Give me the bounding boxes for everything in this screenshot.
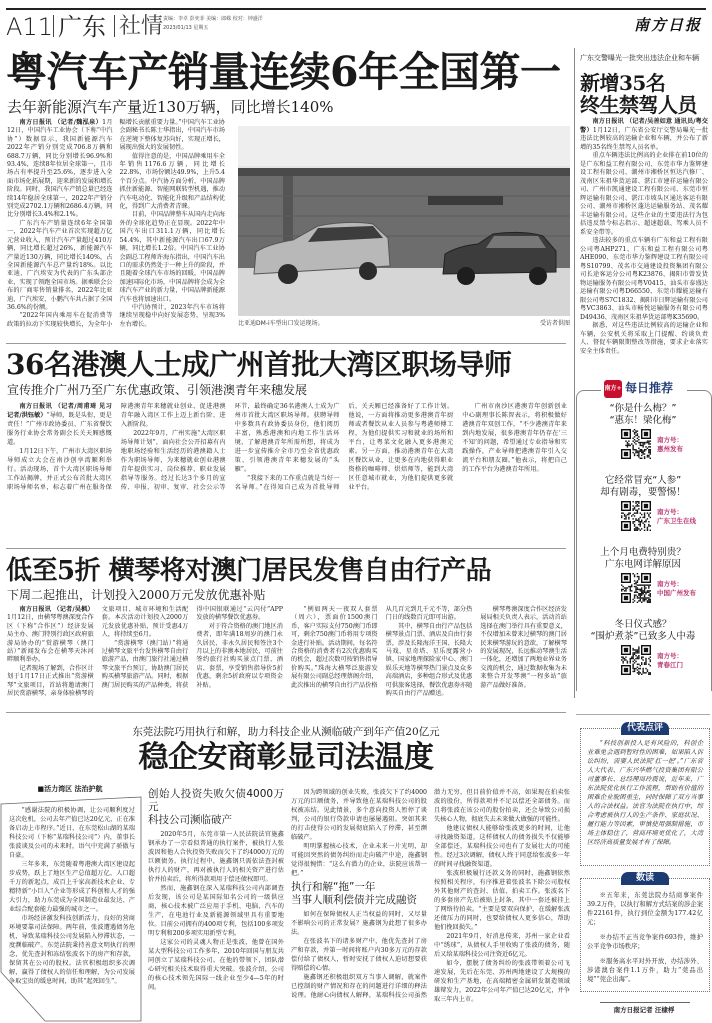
daily-pick-item[interactable]	[577, 619, 709, 681]
paragraph-text: 市场经济激发科技创新活力，良好的营商环境要靠司法保障。两年前，张波遭遇债务危机，导致某瑞科技公司发展陷入停滞状态，一度濒临破产。东莞法院秉持善意文明执行的理念，优先查封和冻结张波名下的房产和存款，保留其在公司的股权。法官积极组织多次调解，赢得了债权人的信任和理解，为公司发展争取宝贵的缓息时间，助其“起死回生”。	[9, 915, 135, 985]
section2-title: 执行和解“拖”一年 当事人顺利偿债并完成融资	[291, 881, 417, 906]
paragraph-text: 1月12日下午，广州市大湾区职场导师成立大会在南沙创享湾顺利举行。活动现场，首个大湾区职场导师工作站揭牌，并正式公布首批大湾区职场导师名单，标志着广州在服务保障港澳青年来穗就业创业、促进港澳青年融入湾区工作上迈上新台阶、进入新阶段。	[7, 403, 226, 491]
qr-code-icon[interactable]	[621, 429, 651, 459]
data-item: ※办结不正当竞争案件693件，维护公平竞争市场秩序；	[587, 934, 703, 950]
paragraph-text: 2021年9月，好消息传来，苏州一家企业看中“绣球”，从债权人手里收购了张波的债务，随后又给某瑞科技公司注资近6亿元。	[434, 933, 570, 958]
paragraph-text: 1月12日，中国汽车工业协会（下称“中汽协”）数据显示，我国新能源汽车2022年产销分别完成706.8万辆和688.7万辆，同比分别增长96.9%和93.4%，连续8年位居全球第一，且市场占有率提升至25.6%，逐步进入全面市场化拓展期，迎来新的发展和增长阶段。同时，我国汽车产销总量已经连续14年稳居全球第一，2022年产销分别完成2702.1万辆和2686.4万辆，同比分别增长3.4%和2.1%。	[7, 119, 113, 219]
paragraph-text: 重点车辆违法比例高的企业排在前10位的是广东和益工程有限公司、东莞市华力鉴辉建设工程有限公司、潮州市湘桥区恒达汽修厂、茂南区朱祖华货运部、湛江市建祥运输有限公司、广州市凯通建设工程有限公司、东莞市恒辉运输有限公司、湛江市坡头区通达客运有限公司、潮州市湘桥区蓬达运输服务站、茂名耀丰运输有限公司。这些企业的主要违法行为包括违反禁令标志指示、超速超载、驾乘人员不系安全带等。	[580, 152, 708, 236]
section-divider	[6, 343, 566, 344]
pick-source-label: 南方号：	[657, 580, 683, 588]
article2-subheadline: 宣传推介广州乃至广东优惠政策、引领港澳青年来穗发展	[7, 383, 308, 397]
article1-headline: 粤汽车产销量连续6年全国第一	[6, 48, 561, 96]
data-item: ※服务高水平对外开放，办结涉外、涉港澳台案件1.1万件，助力“莞品出境”“莞企出海”。	[587, 958, 703, 983]
dateline: 南方日报讯 （记者/吴善如意 通讯员/粤交警）	[580, 118, 708, 134]
nanfang-plus-logo: 南方+	[604, 380, 622, 398]
pick-title-line1: 冬日仪式感？	[614, 619, 672, 630]
pick-source	[657, 508, 696, 526]
paragraph	[291, 842, 427, 878]
byline-rule	[600, 1002, 690, 1003]
divider	[53, 15, 54, 37]
paragraph-text: 明明掌握核心技术，企业未来一片光明，却可能因突然的债务纠纷而走向破产中途，施鑫钢觉得很惋惜：“这么有潜力的企业，法院应该帮一把。”	[291, 843, 427, 877]
data-box	[580, 873, 710, 992]
paragraph-text: “赏游横琴（澳门站）”将通过横琴文旅平台发售横琴自由行旅游产品，由澳门旅行社通过横琴文旅平台预订，协助澳门居民购买横琴旅游产品。同时，根据澳门居民购买的产品种类，将获得中国银联通过“云闪付”APP发放的横琴餐饮优惠券。	[101, 606, 283, 689]
pick-source	[657, 652, 683, 670]
paragraph	[386, 623, 473, 699]
paragraph	[434, 932, 570, 959]
paragraph	[148, 938, 284, 992]
paragraph-text: 因为跨领域的创业失败，张波欠下了约4000万元的巨额债务，并导致他在某瑞科技公司的股权被冻结。见此情景，多个意向投资人暂停了谈判，公司的银行贷款申请也屡屡遇阻。突如其来的打击使得公司的发展彻底陷入了停滞，甚至濒临破产。	[291, 789, 427, 841]
issue-date: 2023/01/13 星期五	[163, 25, 209, 31]
paragraph	[580, 237, 708, 322]
paragraph	[434, 959, 570, 1004]
paragraph	[9, 860, 135, 914]
byline: 南方日报记者 汪棣桴	[613, 1006, 675, 1014]
article4-kicker: 东莞法院巧用执行和解，助力科技企业从濒临破产到年产值20亿元	[132, 726, 440, 738]
daily-pick-item[interactable]	[577, 475, 709, 537]
pick-source	[657, 580, 696, 598]
paragraph	[120, 211, 226, 303]
photo-credit: 受访者供图	[539, 320, 570, 327]
article4-headline: 稳企安商彰显司法温度	[138, 740, 434, 775]
paragraph-text: 如何在保障债权人正当权益的同时，又尽量不影响公司的正常发展？施鑫钢为此想了很多办法。	[291, 911, 427, 936]
sidebar-headline-line1: 新增35名	[580, 71, 666, 95]
paragraph	[291, 910, 427, 937]
daily-pick-item[interactable]	[577, 547, 709, 609]
qr-code-icon[interactable]	[621, 501, 651, 531]
paragraph-text: 张波积极履行还款义务的同时，施鑫钢依然按照相关程序，有序推进着张波名下除公司股权外其他财产的查封、估值、拍卖工作。张波名下的多套房产先后被贴上封条，其中一套还被挂上了网络待拍卖。“主要是要双向保护，在缓解张波还债压力的同时，也要给债权人更多信心，帮助他们挽回损失。”	[434, 870, 570, 931]
paragraph-text: 这家公司的灵魂人物正是张波，他曾在国外某大型科技公司工作多年，2010年回国与朋友共同创立了某瑞科技公司。在他的带领下，团队潜心研究相关技术取得重大突破。张波介绍，公司的核心技术领先国际一线企业至少4—5年的时间。	[148, 939, 284, 991]
paragraph-text: 中汽协预计，2023年汽车市场将继续呈现稳中向好发展态势，呈现3%左右增长。	[119, 303, 225, 328]
paragraph	[148, 884, 284, 938]
paragraph	[434, 869, 570, 932]
paragraph	[291, 788, 427, 842]
paragraph	[7, 606, 94, 665]
paragraph	[580, 322, 708, 356]
article1-body	[7, 119, 225, 329]
pick-title-line2: 广东电网详解原因	[604, 559, 681, 570]
section-divider	[6, 548, 566, 549]
pick-source-name: 惠州发布	[657, 445, 683, 453]
paragraph-text: 记者现场了解到，合作区计划于1月17日正式推出“赏游横琴”文旅项目，首站将邀请澳门居民赏游横琴，亲身体验横琴的文旅项目、城市环境和生活配套。本次活动计划投入2000万元发放优惠补贴，预计受惠4万人，将持续至6月。	[7, 606, 189, 698]
dateline: 南方日报讯 （记者/吴枫）	[19, 606, 94, 613]
paragraph	[120, 304, 226, 329]
pick-source-label: 南方号：	[657, 508, 683, 516]
photo-caption: 比亚迪DM-i车型出口发运现场。	[238, 320, 324, 327]
pick-title-line2: “惠东！梁化梅”	[609, 415, 677, 426]
paragraph-text: 目前，中国品牌整车从国内走向海外的全球化趋势正在显现。2022年中国汽车出口311.1万辆，同比增长54.4%，其中新能源汽车出口67.9万辆，同比增长1.2倍。中国汽车工业协会副总工程师许海东指出，中国汽车出口的需求仍然处于一种上升的阶段，并且随着全球汽车市场的回暖，中国品牌加速国际化市场，中国品牌将会成为全球汽车产业的新力量，中国品牌新能源汽车也将加速出口。	[119, 211, 225, 303]
comment-text: “科技创新投入是有风险的，科创企业难免会遇到暂时性的困难，如果陷入诉讼纠纷，需要人民法院‘扛一把’。”广东省人大代表、广东兴华燃气投资集团有限公司董事长、总经理周玲震说，近年来，广东法院优化执行工作流程，帮助有价值的困难企业脱困重生，同时保障了双方当事人的合法权益。法官为法院在执行中，综合考虑被执行人的生产条件、家庭状况、履行能力等因素，审慎使用强制措施，市场主体稳住了，营商环境更优化了，大湾区经济高质量发展才有了保障。	[587, 740, 703, 846]
pick-title-line1: “你是什么梅？”	[609, 403, 677, 414]
article1-subheadline: 去年新能源汽车产量近130万辆，同比增长140%	[7, 98, 334, 116]
divider	[114, 15, 115, 37]
paragraph-text: 广州市南沙区港澳青年创新创业中心副理事长陈智表示，将积极做好港澳青年双创工作，“不少港澳青年来到内地发展，很多港澳青年仍存在‘三不知’的问题，希望通过专业指导和实践操作，产业导师把港澳青年引入交流平台和朋友圈。”他表示，将把自己的工作平台为港澳青年所用。	[462, 403, 567, 473]
pick-source-label: 南方号：	[657, 652, 683, 660]
article3-subheadline: 下周二起推出，计划投入2000万元发放优惠补贴	[7, 588, 266, 602]
section-divider	[576, 714, 710, 715]
sidebar-body	[580, 118, 708, 356]
qr-code-icon[interactable]	[621, 573, 651, 603]
paragraph-text: “导师，既是头衔，更是责任！”广州市政协委员、广东省餐饮服务行业协会常务副会长关天厢感慨道。	[7, 412, 112, 446]
section-name: 广东	[58, 13, 106, 41]
paragraph-text: 广东汽车产销量连续6年全国第一，2022年汽车产业首次实现超万亿元营业收入，预计汽车产量超过410万辆，同比增长超过26%，新能源汽车产量近130万辆，同比增长140%，占全国新能源汽车总产量约18%。以比亚迪、广汽埃安为代表的广东头部企业，实现了领跑全国市场。据乘联会公布的厂商零售销量排名，2022年比亚迪、广汽埃安、小鹏汽车共占据了全国36.6%的份额。	[7, 219, 113, 311]
paragraph	[480, 606, 567, 690]
sidebar-headline-line2: 终生禁驾人员	[580, 93, 697, 117]
paragraph	[462, 402, 567, 474]
paragraph	[291, 937, 427, 973]
section-divider	[6, 712, 566, 713]
article2-body	[7, 402, 567, 492]
article4-intro	[9, 806, 135, 986]
section1-title: 创始人投资失败欠债4000万元 科技公司濒临破产	[148, 788, 284, 826]
column-rule	[574, 48, 575, 698]
car-export-photo	[238, 126, 570, 316]
paragraph-text: 如今，摆脱了债务纠纷的张波带领着公司飞速发展，先后在东莞、苏州两地建设了大规模的研发和生产基地，在高端精密金属研发制造领域雄辩发力，2022年公司年产值已达20亿元，并争取三年内上市。	[434, 960, 570, 1003]
paragraph	[7, 119, 113, 220]
subsection-name: 社情	[119, 14, 164, 39]
article1-photo	[238, 126, 570, 316]
paragraph-text: 2022年9月，广州实施“大湾区职场导师计划”，面向社会公开招募有内地职场经验和生活经历的港澳籍人士作为职场导师，为来穗就业创业港澳青年提供实习、岗位推荐、职业发展指导等服务。经过长达3个多月的宣传、申报、初审、复审、社会公示等环节，最终确定36名港澳人士成为广州市首批大湾区职场导师。获聘导师中多数具有政协委员身份，他们阅历丰富，熟悉港澳和内地工作生活环境，了解港澳青年所需所想，将成为进一步宣传推介全市乃至全省优惠政策、引领港澳青年来穗发展的“头雁”。	[120, 403, 340, 491]
paragraph-text: 他建议债权人能够给张波更多的时间，让他寻找融资渠道，这样债权人的债务损失不仅能够全部偿还，某瑞科技公司也有了发展壮大的可能性。经过3次调解，债权人终于同意给张波多一年的时间寻找融资渠道。	[434, 825, 570, 868]
data-item: ※五年来，东莞法院办结商事案件39.2万件，以执行和解方式结案的涉企案件22161件，执行到位金额为177.42亿元；	[587, 892, 703, 926]
pick-title-line2: “围炉煮茶”已致多人中毒	[590, 631, 696, 642]
pick-title-line1: 上个月电费特别贵？	[600, 547, 686, 558]
sidebar-kicker: 广东交警曝光一批突出违法企业和车辆	[580, 54, 699, 62]
paragraph-text: 三年多来，东莞随着粤港澳大湾区建设起步成势，跃上了地区生产总值超万亿、人口超千万的新起点，成百上千家高新技术企业、专精特新“小巨人”企业等形成了科创和人才的强大引力，助力东莞成为全国制造业最发达、产业综合配套能力最强的城市之一。	[9, 861, 135, 913]
paragraph-text: 据悉，对这些违法比例较高的运输企业和车辆，公安机关将采取上门提醒、约谈负责人、督促车辆限期整改等措施，要求企业落实安全主体责任。	[580, 322, 708, 355]
article2-headline: 36名港澳人士成广州首批大湾区职场导师	[6, 348, 512, 381]
daily-pick-item[interactable]	[577, 403, 709, 465]
paragraph-text: 值得注意的是，中国品牌乘用车全年销售1176.6万辆，同比增长22.8%，市场份额达49.9%，上升5.4个百分点。中汽协方面分析，中国品牌抓住新能源、智能网联转型机遇，推动汽车电动化、智能化升级和产品结构优化，得到广大消费者青睐。	[119, 152, 225, 211]
article3-body	[7, 606, 567, 698]
paragraph-text: 违法较多的重点车辆有广东和益工程有限公司粤AHP271、广东和益工程有限公司粤AHE090、东莞市华力鉴辉建设工程有限公司粤S10799、茂名市交通建设投资集团有限公司长途客运分公司粤K23876、揭阳市曾发货物运输服务有限公司粤V0415、汕头市泰盛达运输有限公司粤D66550、东莞市耀能运输有限公司粤S7C1832、揭阳市日辉运输有限公司粤VC3863、汕头市畅悦运输服务有限公司粤D49436、茂南区朱祖华货运部粤K35690。	[580, 237, 708, 321]
column-tag: ■活力湾区 法治护航	[37, 785, 103, 793]
pick-source-name: 青春江门	[657, 661, 683, 669]
newspaper-logo: 南方日报	[633, 16, 702, 34]
paragraph	[9, 806, 135, 860]
pick-source-label: 南方号：	[657, 436, 683, 444]
paragraph-text: “感谢法院的积极协调，让公司顺利度过这次危机，公司去年产值已达20亿元，正在准备启动上市程序。”近日，在东莞松山湖的某瑞科技公司（下称“某瑞科技公司”）内，董事长张波谈及公司的未来时，语气中充满了骄傲与自豪。	[9, 807, 135, 859]
paragraph	[9, 914, 135, 986]
pick-source-name: 中国广州发布	[657, 589, 696, 597]
paragraph	[580, 118, 708, 152]
top-rule	[6, 8, 706, 10]
dateline: 南方日报讯 （记者/魏泓泉）	[19, 119, 103, 126]
paragraph	[434, 824, 570, 869]
paragraph-text: “2022年国内乘用车在促消费等政策的拉动下实现较快增长，为全年小幅增长贡献重要力量。”中国汽车工业协会副秘书长陈士华指出，中国汽车市场在逆境下整体复苏向好，实现正增长，展现出强大的发展韧性。	[7, 119, 225, 328]
page-number: A11	[6, 13, 53, 41]
paragraph-text: “例如两天一夜双人套票（周六），票面价1500澳门币，客户实际支付750澳门币即可，剩余750澳门币将用专项资金进行补贴。活动期间，每名符合资格的消费者有2次优惠购买的机会，超过次数可按销售指导价购买。”珠海大横琴泛旅游发展有限公司副总经理蔡阁介绍，此次推出的横琴自由行产品价格从几百元到几千元不等，部分热门日的线数百元即可出游。	[290, 606, 473, 689]
paragraph-text: 1月12日，由横琴粤澳深度合作区（下称“合作区”）经济发展局主办、澳门特别行政区政府旅游局协办的“赏游横琴（澳门站）”新闻发布会在横琴天沐河畔顺利举办。	[7, 614, 94, 664]
qr-code-icon[interactable]	[621, 645, 651, 675]
daily-picks-title: 每日推荐	[625, 381, 674, 395]
pick-source-name: 广东卫生在线	[657, 517, 696, 525]
daily-picks-header	[601, 378, 687, 400]
paragraph-text: 2020年5月，东莞市第一人民法院法官施鑫钢承办了一宗看似普通的执行案件，被执行人张波因和他人合伙投资失败而欠下了约4000万元的巨额债务。执行过程中，施鑫钢只需依法查封被执行人的财产，再对被执行人的相关资产进行估价并拍卖后，将所得款项用于偿还债权即可。	[148, 831, 284, 883]
paragraph	[120, 153, 226, 212]
paragraph-text: 对于符合资格的澳门地区消费者，即年满18周岁的澳门永久居民、非永久居民和签注3个月以上的非澳本地居民，可前往签约旅行社购买景点门票、酒店、套票，享受销售指导价5折优惠，剩余5折政府以专项资金补贴。	[196, 622, 283, 689]
paragraph	[580, 152, 708, 237]
pick-source	[657, 436, 683, 454]
paragraph-text: 施鑫钢还积极组织双方当事人调解，就案件已控制的财产情况和存在的问题进行详细的释法说理。他耐心向债权人解释，某瑞科技公司虽然潜力无穷，但目前价值并不高，如果现在拍卖张波的股份，所得款项并不足以偿还全部债务。而且将张波在该公司的股份拍卖，还会导致公司损失核心人物，彻底失去未来做大做强的可能性。	[291, 789, 570, 999]
pick-title-line1: 它经常冒充“人参”	[604, 475, 682, 486]
dateline: 南方日报讯 （记者/周甫琦 见习记者/洪钰敏）	[7, 403, 112, 419]
data-box-title: 数读	[621, 872, 669, 885]
paragraph-text: 在张波名下的诸多财产中，他优先查封了房产和存款，并第一时间将账户内30多万元的存款偿付给了债权人，暂时安抚了债权人迫切想要获得赔偿的心情。	[291, 938, 427, 972]
paragraph-text: “我接下来的工作重点就是当好一名导师。”在得知自己成为首批导师后，关天厢已经准备好了工作计划。他说，一方面将推动更多港澳青年厨师或者餐饮从业人员参与粤港师傅工程，为他们提供实习和就业的场所和平台，让粤菜文化融入更多港澳元素。另一方面，推动港澳青年在大湾区餐饮从业，让更多在内地获得职业资格的咖啡师、烘焙师等，能到大湾区任意城市就业，为他们提供更多就业平台。	[234, 403, 454, 491]
comment-box	[580, 723, 710, 866]
paragraph-text: 其中，横琴自由行产品包括横琴景点门票、酒店及自由行套票，涉及长隆海洋王国、长隆大马戏、星奇塔、星乐度露营小镇、国家地理探险家中心、澳门娱乐天地等横琴热门景点及众多高端酒店，多种组合形式及优惠可供旅客选择，餐饮优惠券亦随购买自由行产品赠送。	[385, 622, 473, 698]
paragraph-text: 然而，施鑫钢在深入某瑞科技公司内部调查后发现，该公司是某国际知名公司的一级供应商，核心技术被广泛应用于手机、电脑、汽车的生产，在电池行业及新能源领域里具有重要地位。目前公司拥有的400项专利，包括100多项发明专利和200多项实用新型专利。	[148, 885, 284, 937]
pick-title-line2: 却有剧毒，要警惕！	[600, 487, 686, 498]
paragraph-text: 横琴粤澳深度合作区经济发展局相关负责人表示，活动首站选择在澳门举行具有重要意义，不仅增加未曾来过横琴的澳门居民来横琴游玩的意欲，了解横琴的发展现况，长远推动琴澳生活一体化，还增加了两地业界业务交流的机会，通过数据收集为未来整合开发琴澳“一程多站”旅游产品做好准备。	[480, 606, 567, 689]
article3-headline: 低至5折 横琴将对澳门居民发售自由行产品	[6, 556, 492, 586]
article4-columns	[148, 788, 570, 1004]
paragraph	[7, 220, 113, 312]
paragraph	[7, 402, 112, 447]
paragraph-text: 1月12日，广东省公安厅交警局曝光一批违法比例较高的运输企业和车辆，并公布了新增的35名终生禁驾人员名单。	[580, 126, 709, 151]
data-box-items	[587, 891, 703, 984]
editor-credits: 责编：李卓 彭奕菲 美编：郎嵘 校对：钟盛洋	[163, 16, 263, 22]
daily-picks-box	[576, 381, 712, 691]
paragraph	[148, 830, 284, 884]
comment-box-title: 代表点评	[621, 722, 669, 735]
paragraph	[196, 623, 283, 690]
